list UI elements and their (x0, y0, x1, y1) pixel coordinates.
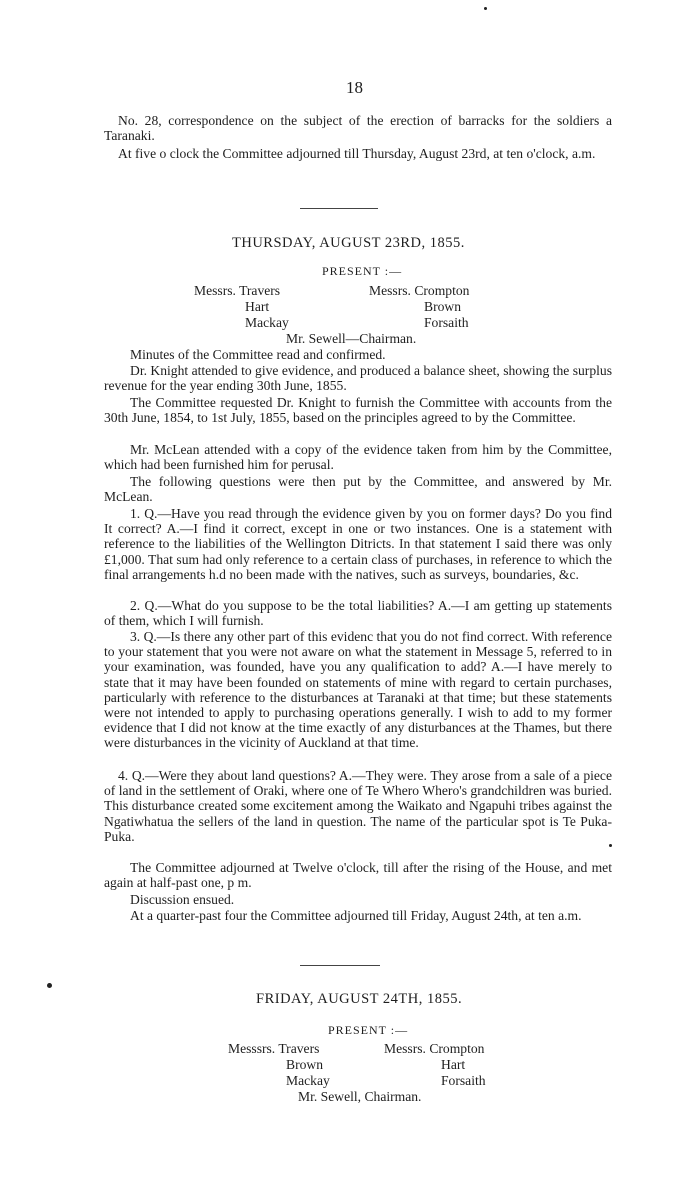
question-1: 1. Q.—Have you read through the evidence given by you on former days? Do you find It correct? A.—I find it correct, except in one or two instances. One is a statement with reference to the liabilities of the Wellington Ditricts. In that statement I said there was only £1,000. That sum had only reference to a certain class of purchases, in reference to which the final arrangements h.d no been made with the natives, such as surveys, boundaries, &c. (104, 506, 612, 582)
paragraph-adjourn-friday: At a quarter-past four the Committee adjourned till Friday, August 24th, at ten a.m. (130, 908, 582, 923)
member-name: Hart (245, 299, 270, 314)
paragraph-adjourn-thursday: At five o clock the Committee adjourned till Thursday, August 23rd, at ten o'clock, a.m. (118, 146, 596, 161)
member-name: Messrs. Crompton (384, 1041, 485, 1056)
present-label: PRESENT :— (322, 264, 403, 278)
paragraph-discussion: Discussion ensued. (130, 892, 235, 907)
paragraph-mclean-copy: Mr. McLean attended with a copy of the evidence taken from him by the Committee, which had been furnished him for perusal. (104, 442, 612, 473)
member-name: Messrs. Crompton (369, 283, 470, 298)
member-name: Messsrs. Travers (228, 1041, 320, 1056)
member-name: Forsaith (441, 1073, 486, 1088)
question-4: 4. Q.—Were they about land questions? A.—They were. They arose from a sale of a piece of land in the settlement of Oraki, where one of Te Whero Whero's grandchildren was buried. This disturbance created some excitement among the Waikato and Ngapuhi tribes against the Ngatiwhatua the sellers of the land in question. The name of the particular spot is Te Puka-Puka. (104, 768, 612, 844)
page-number: 18 (346, 78, 363, 97)
paragraph-committee-adjourned: The Committee adjourned at Twelve o'clock, till after the rising of the House, and met again at half-past one, p m. (104, 860, 612, 891)
question-3: 3. Q.—Is there any other part of this evidenc that you do not find correct. With reference to your statement that you were not aware on what the statement in Message 5, referred to in your examination, was founded, have you any qualification to add? A.—I have merely to state that it may have been founded on statements of mine with regard to certain purchases, particularly with reference to the disturbances at Taranaki at that time; but these statements were not intended to apply to purchasing operations generally. I wish to add to my former evidence that I did not know at the time exactly of any disturbances at the Thames, but there were disturbances in the vicinity of Auckland at that time. (104, 629, 612, 751)
member-name: Mackay (245, 315, 289, 330)
paragraph-knight-evidence: Dr. Knight attended to give evidence, and produced a balance sheet, showing the surplus revenue for the year ending 30th June, 1855. (104, 363, 612, 394)
section-title-thursday: THURSDAY, AUGUST 23RD, 1855. (232, 235, 465, 251)
section-title-friday: FRIDAY, AUGUST 24TH, 1855. (256, 991, 463, 1007)
print-speck (484, 7, 487, 10)
section-divider (300, 208, 378, 209)
member-name: Messrs. Travers (194, 283, 281, 298)
section-divider (300, 965, 380, 966)
member-name: Brown (424, 299, 462, 314)
paragraph-barracks: No. 28, correspondence on the subject of the erection of barracks for the soldiers a Taranaki. (104, 113, 612, 144)
print-speck (609, 844, 612, 847)
present-label: PRESENT :— (328, 1023, 409, 1037)
chairman-line: Mr. Sewell—Chairman. (286, 331, 417, 346)
member-name: Hart (441, 1057, 466, 1072)
member-name: Brown (286, 1057, 324, 1072)
question-2: 2. Q.—What do you suppose to be the total liabilities? A.—I am getting up statements of them, which I will furnish. (104, 598, 612, 629)
paragraph-knight-accounts: The Committee requested Dr. Knight to furnish the Committee with accounts from the 30th June, 1854, to 1st July, 1855, based on the principles agreed to by the Committee. (104, 395, 612, 426)
paragraph-minutes: Minutes of the Committee read and confirmed. (130, 347, 386, 362)
paragraph-questions-intro: The following questions were then put by the Committee, and answered by Mr. McLean. (104, 474, 612, 505)
chairman-line: Mr. Sewell, Chairman. (298, 1089, 422, 1104)
member-name: Forsaith (424, 315, 469, 330)
print-speck (47, 983, 52, 988)
member-name: Mackay (286, 1073, 330, 1088)
